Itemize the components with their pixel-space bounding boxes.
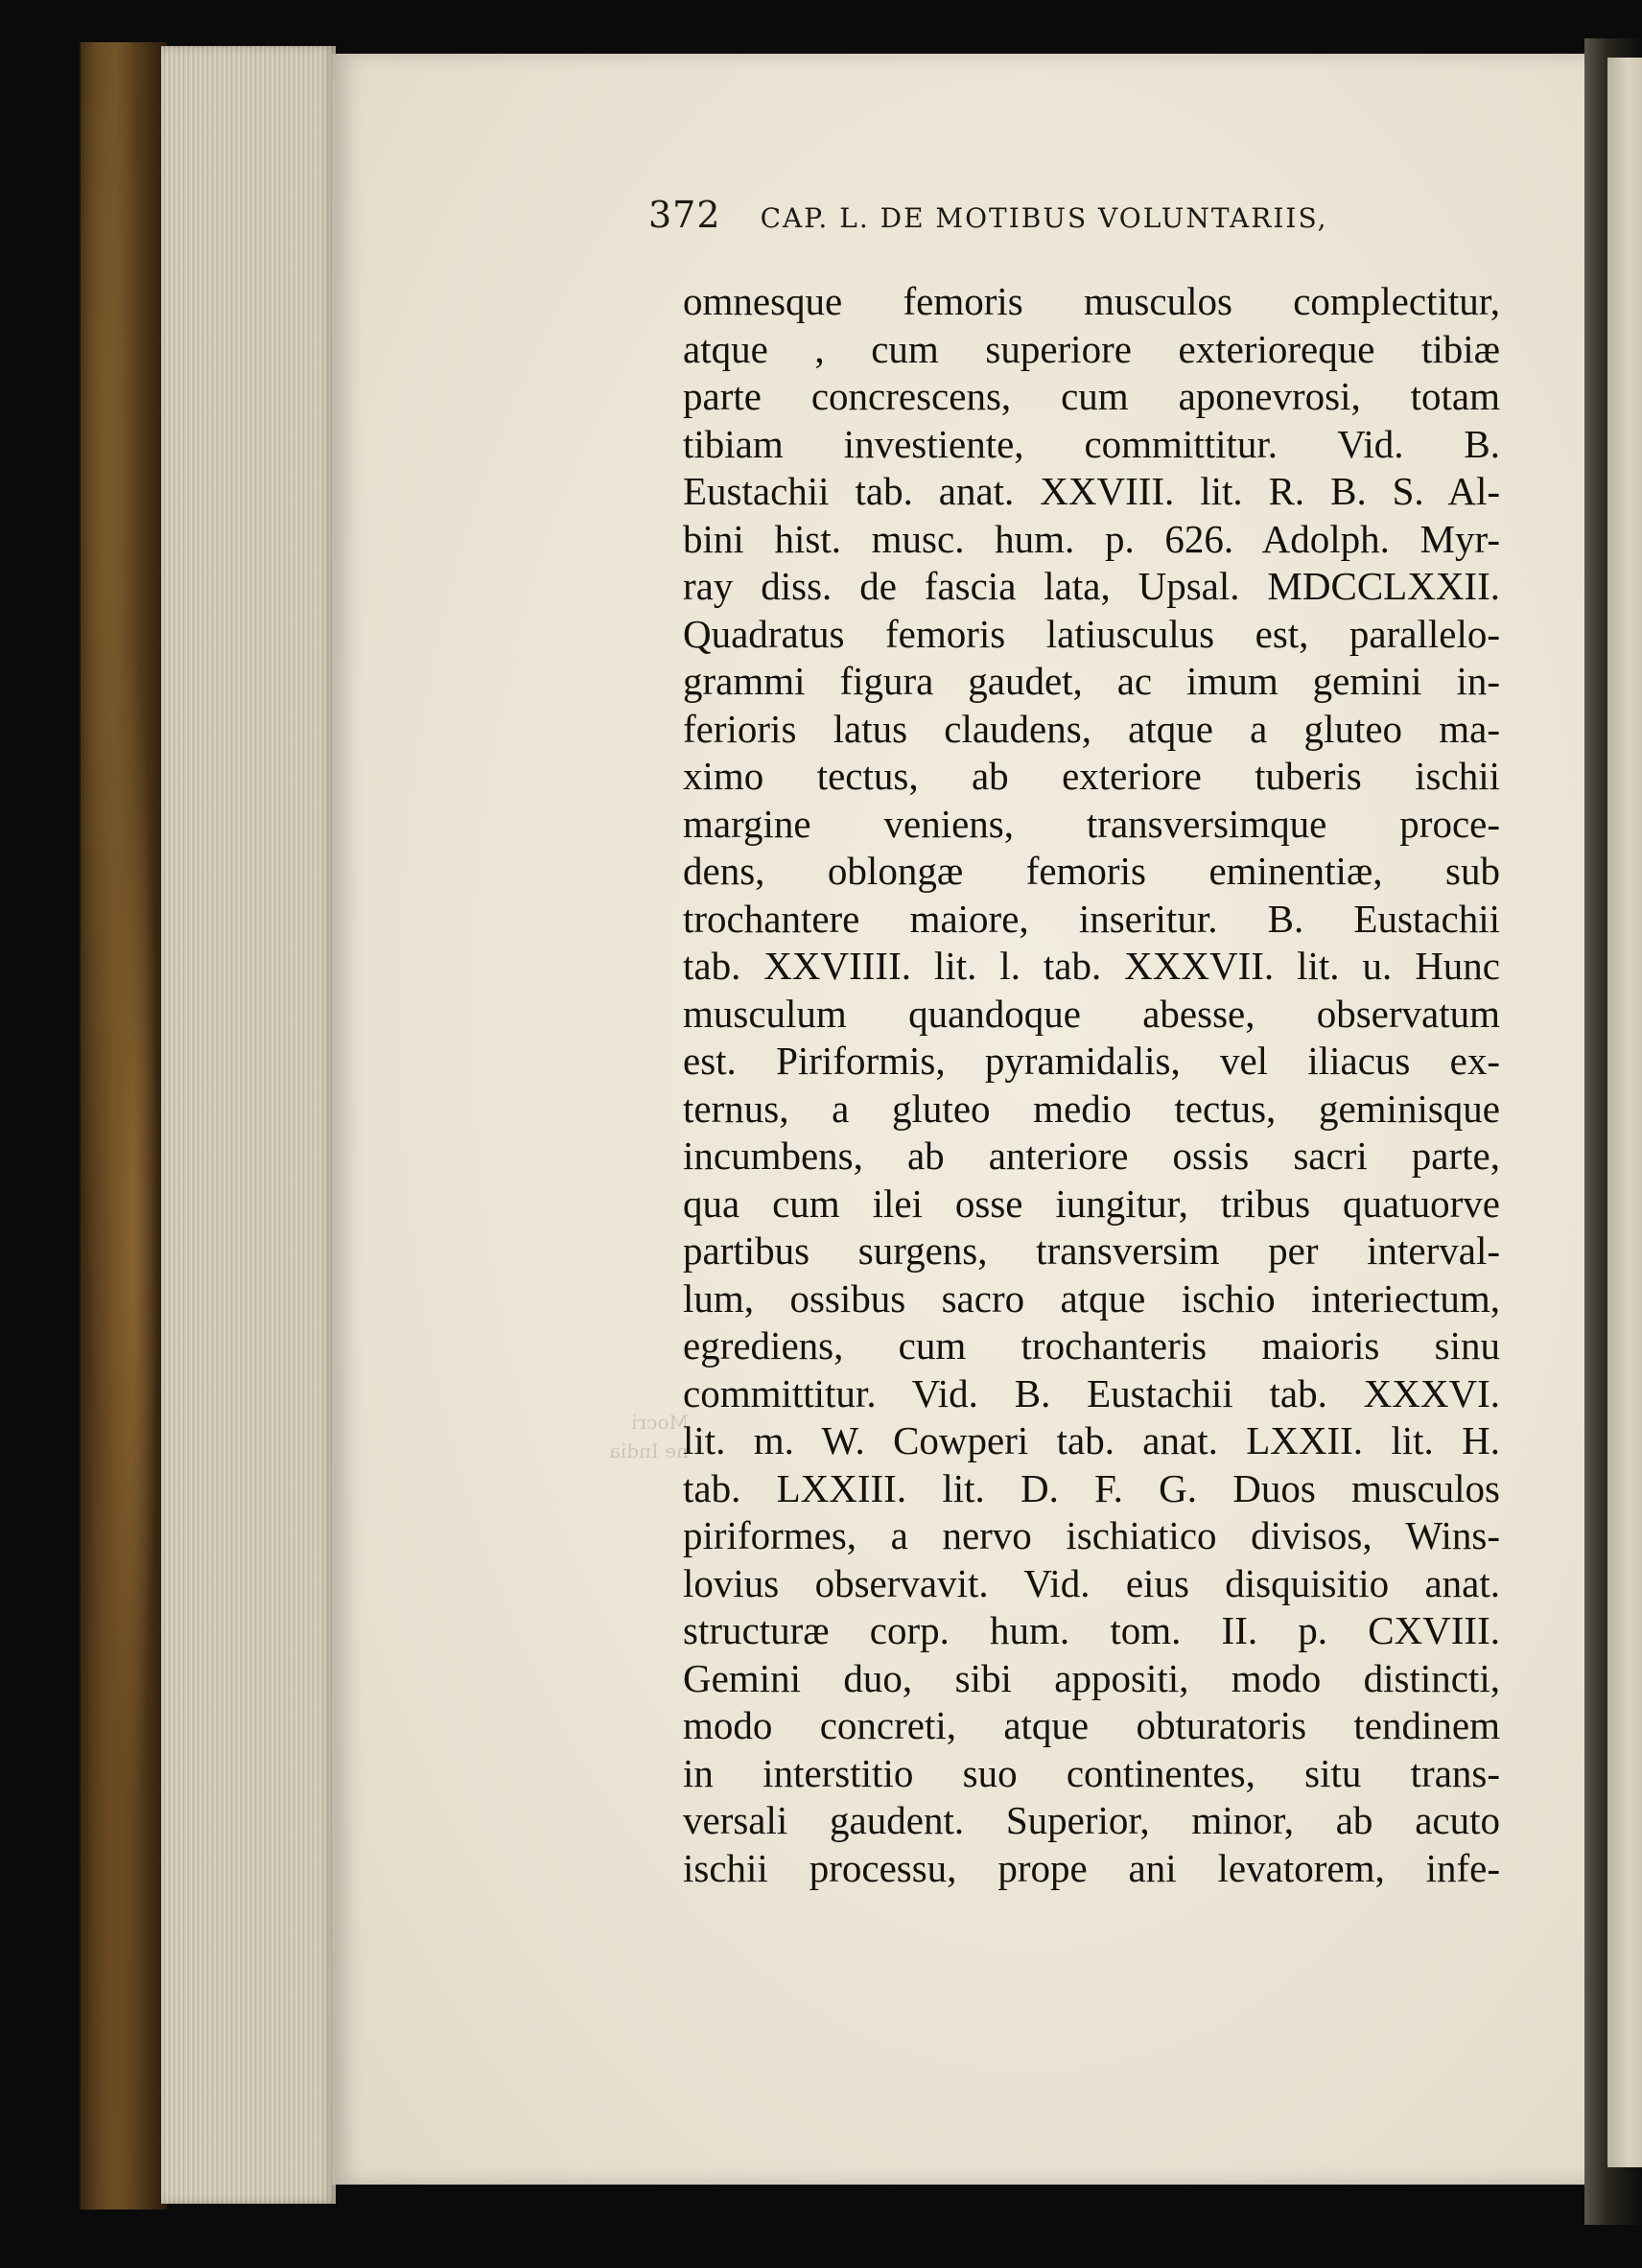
text-line: atque , cum superiore exterioreque tibiæ [683,326,1500,371]
bleed-line: Mocri [631,1411,689,1434]
text-line: committitur. Vid. B. Eustachii tab. XXXVI. [683,1370,1500,1415]
text-line: piriformes, a nervo ischiatico divisos, Wins- [683,1513,1500,1557]
bleed-line: ne India [609,1439,689,1462]
text-line: tab. XXVIIII. lit. l. tab. XXXVII. lit. u. Hunc [683,944,1500,988]
text-line: ischii processu, prope ani levatorem, infe- [683,1845,1500,1890]
text-line: Quadratus femoris latiusculus est, parallelo- [683,611,1500,656]
text-line: tibiam investiente, committitur. Vid. B. [683,421,1500,466]
text-line: dens, oblongæ femoris eminentiæ, sub [683,849,1500,893]
text-line: Eustachii tab. anat. XXVIII. lit. R. B. S. Al- [683,469,1500,513]
text-line: parte concrescens, cum aponevrosi, totam [683,374,1500,418]
facing-page-edge [1607,58,1642,2167]
text-line: trochantere maiore, inseritur. B. Eustachii [683,896,1500,941]
text-line: est. Piriformis, pyramidalis, vel iliacus ex- [683,1039,1500,1083]
bleed-through-text [564,1408,689,1494]
page-number: 372 [648,194,721,236]
text-line: margine veniens, transversimque proce- [683,801,1500,846]
text-line: ternus, a gluteo medio tectus, geminisque [683,1086,1500,1131]
text-line: ximo tectus, ab exteriore tuberis ischii [683,754,1500,798]
chapter-heading: CAP. L. DE MOTIBUS VOLUNTARIIS, [760,202,1328,234]
text-line: incumbens, ab anteriore ossis sacri parte, [683,1134,1500,1178]
text-line: qua cum ilei osse iungitur, tribus quatuorve [683,1181,1500,1226]
text-line: ferioris latus claudens, atque a gluteo ma- [683,706,1500,751]
text-line: lit. m. W. Cowperi tab. anat. LXXII. lit. H. [683,1418,1500,1462]
text-line: omnesque femoris musculos complectitur, [683,279,1500,323]
text-line: versali gaudent. Superior, minor, ab acuto [683,1798,1500,1842]
page-edges [161,46,336,2204]
text-line: Gemini duo, sibi appositi, modo distincti, [683,1655,1500,1700]
text-line: structuræ corp. hum. tom. II. p. CXVIII. [683,1608,1500,1652]
text-line: modo concreti, atque obturatoris tendinem [683,1703,1500,1747]
text-line: egrediens, cum trochanteris maioris sinu [683,1323,1500,1368]
text-line: lum, ossibus sacro atque ischio interiectum, [683,1275,1500,1321]
book-cover [79,42,167,2210]
text-line: musculum quandoque abesse, observatum [683,991,1500,1036]
text-line: ray diss. de fascia lata, Upsal. MDCCLXXII. [683,564,1500,608]
running-head [648,194,1473,247]
text-line: lovius observavit. Vid. eius disquisitio anat. [683,1560,1500,1605]
text-line: grammi figura gaudet, ac imum gemini in- [683,659,1500,703]
text-line: bini hist. musc. hum. p. 626. Adolph. Myr- [683,516,1500,561]
text-line: partibus surgens, transversim per interval- [683,1228,1500,1273]
text-line: in interstitio suo continentes, situ trans- [683,1750,1500,1795]
text-line: tab. LXXIII. lit. D. F. G. Duos musculos [683,1465,1500,1510]
body-text [683,278,1500,1892]
